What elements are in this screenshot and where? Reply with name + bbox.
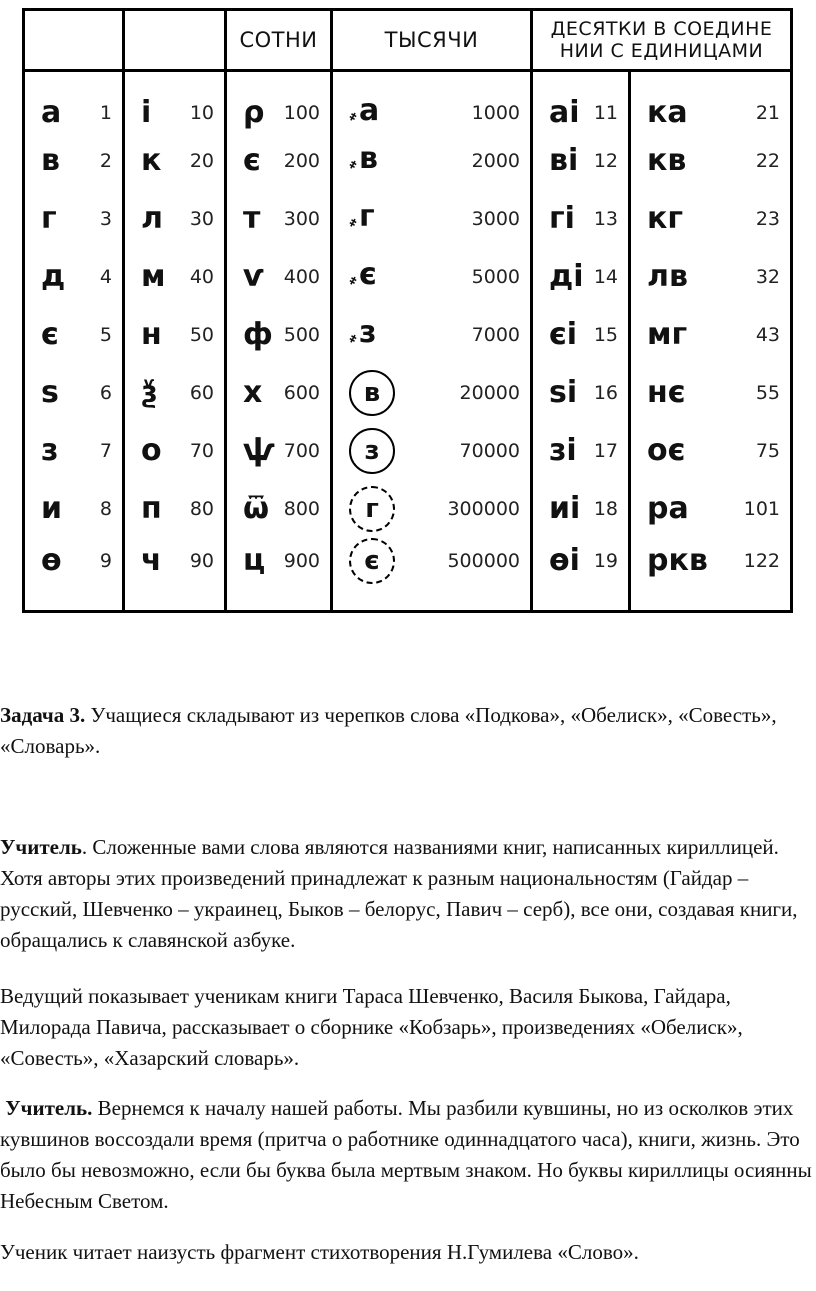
header-tens <box>124 10 226 71</box>
cell-compound-b <box>630 190 792 248</box>
teacher-text-1: . Сложенные вами слова являются названиями книг, написанных кириллицей. Хотя авторы этих произведений принадлежат к разным национальностям (Гайдар – русский, Шевченко – украинец, Быков – белорус, Павич – серб), все они, создавая книги, обращались к славянской азбуке. <box>0 835 798 952</box>
numeral-value: 16 <box>593 382 618 404</box>
numeral-value: 2000 <box>471 150 520 172</box>
numeral-value: 700 <box>283 440 320 462</box>
cell-compound-a <box>532 190 630 248</box>
cell-tens <box>124 364 226 422</box>
numeral-glyph: п <box>141 491 162 526</box>
task-text: Учащиеся складывают из черепков слова «Подкова», «Обелиск», «Совесть», «Словарь». <box>0 703 777 758</box>
numeral-glyph: а <box>41 95 62 130</box>
numeral-value: 2 <box>99 150 112 172</box>
numeral-value: 5 <box>99 324 112 346</box>
numeral-value: 55 <box>755 382 780 404</box>
cell-tens <box>124 480 226 538</box>
numeral-glyph <box>349 486 395 532</box>
cell-tens <box>124 306 226 364</box>
numeral-value: 18 <box>593 498 618 520</box>
cell-compound-a <box>532 364 630 422</box>
numeral-glyph: ѿ <box>243 491 270 526</box>
cell-compound-a <box>532 248 630 306</box>
teacher-paragraph-1 <box>0 832 816 956</box>
numeral-glyph: иі <box>549 491 581 526</box>
numeral-glyph: ѕ <box>41 375 59 410</box>
numeral-glyph: ді <box>549 259 584 294</box>
cell-tens <box>124 248 226 306</box>
task-label: Задача 3. <box>0 703 86 727</box>
numeral-glyph: ф <box>243 317 273 352</box>
numeral-value: 60 <box>189 382 214 404</box>
numeral-value: 9 <box>99 550 112 572</box>
numeral-glyph: н <box>141 317 162 352</box>
numeral-value: 15 <box>593 324 618 346</box>
header-compound: ДЕСЯТКИ В СОЕДИНЕ НИИ С ЕДИНИЦАМИ <box>532 10 792 71</box>
cell-units <box>24 132 124 190</box>
cell-compound-b <box>630 306 792 364</box>
numeral-value: 1000 <box>471 102 520 124</box>
numeral-glyph: мг <box>647 317 688 352</box>
numeral-value: 3 <box>99 208 112 230</box>
cell-units <box>24 71 124 133</box>
numeral-glyph <box>349 428 395 474</box>
numeral-glyph: і <box>141 95 152 130</box>
cell-tens <box>124 132 226 190</box>
numeral-glyph: ѯ <box>141 375 158 410</box>
cell-units <box>24 248 124 306</box>
numeral-value: 122 <box>743 550 780 572</box>
cell-thousands <box>332 364 532 422</box>
numeral-glyph <box>349 94 379 132</box>
table-body <box>24 71 792 612</box>
cell-units <box>24 306 124 364</box>
numeral-glyph: г <box>41 201 57 236</box>
numeral-glyph <box>349 538 395 584</box>
numeral-value: 6 <box>99 382 112 404</box>
numeral-glyph <box>349 370 395 416</box>
cell-units <box>24 190 124 248</box>
numeral-value: 800 <box>283 498 320 520</box>
cell-compound-a <box>532 132 630 190</box>
numeral-glyph: д <box>41 259 66 294</box>
table-row <box>24 480 792 538</box>
numeral-value: 80 <box>189 498 214 520</box>
host-paragraph <box>0 981 816 1074</box>
numeral-glyph: м <box>141 259 166 294</box>
cell-thousands <box>332 248 532 306</box>
thousand-sign: ҂ <box>349 327 358 346</box>
cell-tens <box>124 538 226 612</box>
numeral-glyph: ка <box>647 95 688 130</box>
numeral-letter: г <box>359 199 375 234</box>
cell-hundreds <box>226 71 332 133</box>
numeral-letter: в <box>359 141 379 176</box>
teacher-label-1: Учитель <box>0 835 82 859</box>
numeral-glyph <box>349 258 377 296</box>
cell-tens <box>124 71 226 133</box>
cell-hundreds <box>226 306 332 364</box>
numeral-value: 7000 <box>471 324 520 346</box>
numeral-value: 300000 <box>447 498 520 520</box>
table-row <box>24 422 792 480</box>
numeral-value: 43 <box>755 324 780 346</box>
cell-units <box>24 538 124 612</box>
host-text: Ведущий показывает ученикам книги Тараса Шевченко, Василя Быкова, Гайдара, Милорада Павича, рассказывает о сборнике «Кобзарь», произведениях «Обелиск», «Совесть», «Хазарский словарь». <box>0 984 743 1070</box>
table-row <box>24 538 792 612</box>
numeral-value: 19 <box>593 550 618 572</box>
numeral-glyph: з <box>41 433 59 468</box>
header-thousands: ТЫСЯЧИ <box>332 10 532 71</box>
cell-compound-b <box>630 71 792 133</box>
numeral-value: 12 <box>593 150 618 172</box>
numeral-glyph: ρ <box>243 95 265 130</box>
numeral-glyph: є <box>243 143 261 178</box>
numeral-glyph: ѕі <box>549 375 578 410</box>
cell-thousands <box>332 306 532 364</box>
numeral-value: 17 <box>593 440 618 462</box>
cell-compound-a <box>532 480 630 538</box>
numeral-value: 32 <box>755 266 780 288</box>
numeral-letter: є <box>359 257 377 292</box>
numeral-value: 50 <box>189 324 214 346</box>
numeral-glyph: в <box>41 143 60 178</box>
teacher-paragraph-2 <box>0 1093 816 1217</box>
numeral-value: 70000 <box>459 440 520 462</box>
cell-thousands <box>332 538 532 612</box>
numeral-glyph: ркв <box>647 543 708 578</box>
cell-tens <box>124 422 226 480</box>
numeral-glyph: х <box>243 375 263 410</box>
numeral-glyph: гі <box>549 201 575 236</box>
numeral-value: 30 <box>189 208 214 230</box>
numeral-glyph: ѳ <box>41 543 62 578</box>
student-text: Ученик читает наизусть фрагмент стихотворения Н.Гумилева «Слово». <box>0 1240 639 1264</box>
numeral-value: 100 <box>283 102 320 124</box>
cell-hundreds <box>226 248 332 306</box>
cell-tens <box>124 190 226 248</box>
teacher-text-2: Вернемся к началу нашей работы. Мы разбили кувшины, но из осколков этих кувшинов воссоздали время (притча о работнике одиннадцатого часа), книги, жизнь. Это было бы невозможно, если бы буква была мертвым знаком. Но буквы кириллицы осиянны Небесным Светом. <box>0 1096 812 1213</box>
numeral-glyph: ѳі <box>549 543 580 578</box>
numeral-value: 40 <box>189 266 214 288</box>
header-hundreds: СОТНИ <box>226 10 332 71</box>
table-row <box>24 248 792 306</box>
table-row <box>24 364 792 422</box>
cell-thousands <box>332 480 532 538</box>
numeral-glyph: єі <box>549 317 578 352</box>
thousand-sign: ҂ <box>349 105 358 124</box>
thousand-sign: ҂ <box>349 153 358 172</box>
numeral-value: 90 <box>189 550 214 572</box>
numeral-value: 101 <box>743 498 780 520</box>
numeral-glyph: нє <box>647 375 686 410</box>
numeral-value: 500000 <box>447 550 520 572</box>
table-header-row <box>24 10 792 71</box>
numeral-letter: а <box>359 93 380 128</box>
task-paragraph <box>0 700 816 762</box>
numeral-value: 7 <box>99 440 112 462</box>
cell-thousands <box>332 132 532 190</box>
numeral-glyph <box>349 200 375 238</box>
thousand-sign: ҂ <box>349 269 358 288</box>
numeral-glyph-circled: г <box>349 486 395 532</box>
cell-compound-a <box>532 306 630 364</box>
numeral-glyph: оє <box>647 433 686 468</box>
numeral-value: 4 <box>99 266 112 288</box>
cell-hundreds <box>226 190 332 248</box>
numeral-glyph-circled: з <box>349 428 395 474</box>
numeral-value: 500 <box>283 324 320 346</box>
numeral-value: 11 <box>593 102 618 124</box>
numeral-glyph: лв <box>647 259 688 294</box>
numeral-value: 3000 <box>471 208 520 230</box>
numeral-value: 8 <box>99 498 112 520</box>
numeral-value: 21 <box>755 102 780 124</box>
cyrillic-numerals-table <box>22 8 793 613</box>
numeral-value: 13 <box>593 208 618 230</box>
numeral-letter: з <box>359 315 377 350</box>
numeral-value: 20 <box>189 150 214 172</box>
numeral-glyph: кг <box>647 201 684 236</box>
numeral-glyph <box>349 142 378 180</box>
header-units <box>24 10 124 71</box>
numeral-glyph: л <box>141 201 163 236</box>
numeral-value: 400 <box>283 266 320 288</box>
numeral-value: 5000 <box>471 266 520 288</box>
table-row <box>24 190 792 248</box>
cell-compound-a <box>532 422 630 480</box>
cell-hundreds <box>226 480 332 538</box>
table-row <box>24 71 792 133</box>
cell-hundreds <box>226 132 332 190</box>
cell-hundreds <box>226 422 332 480</box>
numeral-glyph: к <box>141 143 162 178</box>
numeral-glyph: кв <box>647 143 687 178</box>
numeral-value: 22 <box>755 150 780 172</box>
table-row <box>24 132 792 190</box>
cell-compound-a <box>532 538 630 612</box>
cell-hundreds <box>226 364 332 422</box>
numeral-glyph-circled: є <box>349 538 395 584</box>
cell-compound-b <box>630 538 792 612</box>
cell-compound-b <box>630 422 792 480</box>
cell-compound-b <box>630 480 792 538</box>
numeral-glyph: о <box>141 433 162 468</box>
numeral-glyph: т <box>243 201 261 236</box>
numeral-value: 200 <box>283 150 320 172</box>
cell-compound-b <box>630 364 792 422</box>
numeral-value: 300 <box>283 208 320 230</box>
numeral-glyph: ч <box>141 543 162 578</box>
cell-compound-a <box>532 71 630 133</box>
numeral-glyph: и <box>41 491 63 526</box>
numeral-glyph: є <box>41 317 59 352</box>
numeral-glyph: ѱ <box>243 433 275 468</box>
cell-thousands <box>332 190 532 248</box>
cell-thousands <box>332 422 532 480</box>
table-row <box>24 306 792 364</box>
numeral-glyph: ра <box>647 491 689 526</box>
numeral-value: 23 <box>755 208 780 230</box>
numeral-value: 1 <box>99 102 112 124</box>
numeral-glyph: ц <box>243 543 266 578</box>
numeral-glyph-circled: в <box>349 370 395 416</box>
cell-thousands <box>332 71 532 133</box>
numeral-value: 20000 <box>459 382 520 404</box>
numeral-glyph: зі <box>549 433 577 468</box>
student-paragraph <box>0 1237 816 1268</box>
numeral-glyph: аі <box>549 95 580 130</box>
numeral-glyph <box>349 316 376 354</box>
cell-hundreds <box>226 538 332 612</box>
cell-units <box>24 480 124 538</box>
cell-compound-b <box>630 248 792 306</box>
numeral-value: 75 <box>755 440 780 462</box>
numeral-value: 70 <box>189 440 214 462</box>
teacher-label-2: Учитель. <box>5 1096 93 1120</box>
cell-compound-b <box>630 132 792 190</box>
numeral-value: 10 <box>189 102 214 124</box>
numeral-value: 600 <box>283 382 320 404</box>
numeral-value: 14 <box>593 266 618 288</box>
numeral-glyph: ві <box>549 143 579 178</box>
numeral-glyph: ѵ <box>243 259 264 294</box>
thousand-sign: ҂ <box>349 211 358 230</box>
numeral-value: 900 <box>283 550 320 572</box>
cell-units <box>24 422 124 480</box>
cell-units <box>24 364 124 422</box>
